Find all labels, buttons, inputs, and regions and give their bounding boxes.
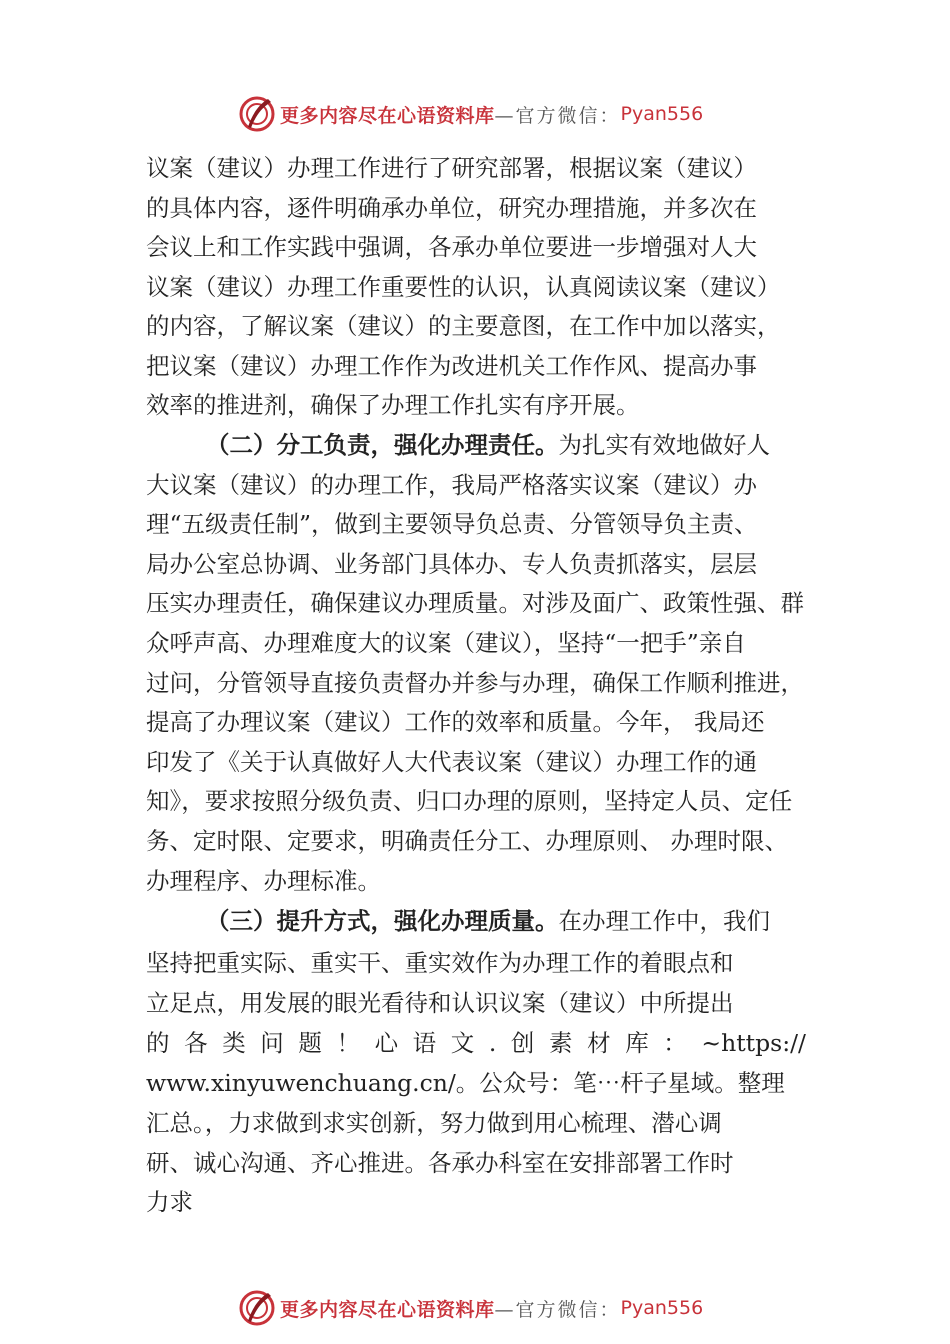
- body-line: 研、诚心沟通、齐心推进。各承办科室在安排部署工作时: [146, 1149, 734, 1177]
- char: ：: [663, 1029, 687, 1057]
- footer-brand: 更多内容尽在心语资料库: [280, 1298, 495, 1321]
- body-line: 众呼声高、办理难度大的议案（建议），坚持“一把手”亲自: [146, 629, 746, 657]
- body-line: 印发了《关于认真做好人大代表议案（建议）办理工作的通: [146, 748, 757, 776]
- body-line: 办理程序、办理标准。: [146, 867, 381, 895]
- header-wechat-id: Pyan556: [620, 103, 704, 125]
- body-line: 议案（建议）办理工作重要性的认识，认真阅读议案（建议）: [146, 273, 781, 301]
- body-line: 知》，要求按照分级负责、归口办理的原则，坚持定人员、定任: [146, 787, 793, 815]
- char: 素: [549, 1029, 573, 1057]
- url-fragment: ~https://: [701, 1029, 806, 1057]
- body-line: 坚持把重实际、重实干、重实效作为办理工作的着眼点和: [146, 949, 734, 977]
- body-line: 会议上和工作实践中强调，各承办单位要进一步增强对人大: [146, 233, 757, 261]
- header-brand: 更多内容尽在心语资料库: [280, 104, 495, 127]
- body-line: 效率的推进剂，确保了办理工作扎实有序开展。: [146, 391, 640, 419]
- body-line-rest: 为扎实有效地做好人: [558, 431, 770, 459]
- header-official-label: —官方微信：: [494, 104, 621, 127]
- body-line: 理“五级责任制”，做到主要领导负总责、分管领导负主责、: [146, 510, 758, 538]
- body-line: 汇总。，力求做到求实创新，努力做到用心梳理、潜心调: [146, 1109, 722, 1137]
- char: 题: [298, 1029, 322, 1057]
- header-banner: [238, 94, 703, 134]
- footer-wechat-id: Pyan556: [620, 1297, 704, 1319]
- char: 创: [510, 1029, 535, 1057]
- body-line: 大议案（建议）的办理工作，我局严格落实议案（建议）办: [146, 471, 757, 499]
- quill-logo-icon: [238, 1289, 276, 1327]
- char: 文: [450, 1029, 475, 1057]
- body-line: 提高了办理议案（建议）工作的效率和质量。今年， 我局还: [146, 708, 765, 736]
- body-line: 议案（建议）办理工作进行了研究部署，根据议案（建议）: [146, 154, 757, 182]
- section-two-first-line: [206, 425, 770, 465]
- body-line: www.xinyuwenchuang.cn/。公众号：笔⋯杆子星域。整理: [146, 1069, 785, 1097]
- section-two-heading: （二）分工负责，强化办理责任。: [206, 431, 559, 459]
- footer-official-label: —官方微信：: [494, 1298, 621, 1321]
- char: 库: [625, 1029, 649, 1057]
- char: 语: [412, 1029, 437, 1057]
- quill-logo-icon: [238, 95, 276, 133]
- body-line: 务、定时限、定要求，明确责任分工、办理原则、 办理时限、: [146, 827, 788, 855]
- body-line: 力求: [146, 1188, 193, 1216]
- body-line: 立足点，用发展的眼光看待和认识议案（建议）中所提出: [146, 989, 734, 1017]
- body-line: 把议案（建议）办理工作作为改进机关工作作风、提高办事: [146, 352, 757, 380]
- char: 材: [587, 1029, 611, 1057]
- body-line: 局办公室总协调、业务部门具体办、专人负责抓落实，层层: [146, 550, 757, 578]
- body-line-justified: [146, 1023, 806, 1063]
- char: 各: [184, 1029, 208, 1057]
- body-line-rest: 在办理工作中，我们: [558, 907, 770, 935]
- char: ！: [336, 1029, 360, 1057]
- footer-banner: [238, 1288, 703, 1328]
- char: 问: [260, 1029, 284, 1057]
- body-line: 的具体内容，逐件明确承办单位，研究办理措施，并多次在: [146, 194, 757, 222]
- char: 的: [146, 1029, 170, 1057]
- section-three-first-line: [206, 901, 770, 941]
- body-line: 的内容，了解议案（建议）的主要意图，在工作中加以落实，: [146, 312, 781, 340]
- section-three-heading: （三）提升方式，强化办理质量。: [206, 907, 559, 935]
- body-line: 压实办理责任，确保建议办理质量。对涉及面广、政策性强、群: [146, 589, 804, 617]
- char: 类: [222, 1029, 246, 1057]
- body-line: 过问，分管领导直接负责督办并参与办理，确保工作顺利推进，: [146, 669, 804, 697]
- char: .: [488, 1029, 497, 1057]
- char: 心: [374, 1029, 399, 1057]
